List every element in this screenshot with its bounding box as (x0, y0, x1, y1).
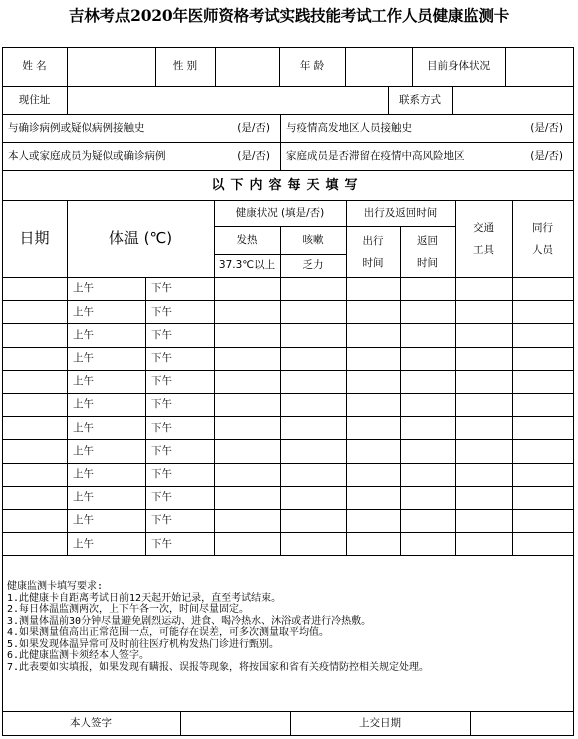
am-label: 上午 (73, 351, 94, 364)
instruction-line: 5.如果发现体温异常可及时前往医疗机构发热门诊进行甄别。 (7, 638, 280, 650)
instruction-line: 6.此健康监测卡须经本人签字。 (7, 650, 150, 661)
grid-line (67, 277, 68, 556)
pm-label: 下午 (151, 375, 172, 388)
fever-subheader: 37.3℃以上 (218, 259, 276, 272)
fever-header: 发热 (236, 233, 258, 246)
pm-label: 下午 (151, 351, 172, 364)
companion-field[interactable] (512, 347, 573, 370)
transport-field[interactable] (455, 347, 512, 370)
grid-line (2, 555, 3, 736)
instruction-line: 3.测量体温前30分钟尽量避免剧烈运动、进食、喝冷热水、沐浴或者进行冷热敷。 (7, 615, 372, 627)
fever-field[interactable] (214, 486, 280, 509)
transport-field[interactable] (455, 300, 512, 323)
date-field[interactable] (2, 393, 67, 416)
companion-field[interactable] (512, 486, 573, 509)
contact-label: 联系方式 (399, 93, 441, 106)
fever-field[interactable] (214, 300, 280, 323)
address-label: 现住址 (18, 93, 51, 106)
age-label: 年 龄 (299, 60, 325, 73)
am-label: 上午 (73, 537, 94, 550)
grid-line (512, 277, 513, 556)
grid-line (573, 555, 574, 736)
page-title: 吉林考点2020年医师资格考试实践技能考试工作人员健康监测卡 (68, 6, 510, 25)
fever-field[interactable] (214, 439, 280, 462)
cough-field[interactable] (280, 532, 346, 555)
transport-field[interactable] (455, 323, 512, 346)
depart-field[interactable] (346, 532, 400, 555)
travel-time-header: 出行及返回时间 (363, 206, 438, 219)
companion-field[interactable] (512, 463, 573, 486)
date-field[interactable] (2, 323, 67, 346)
date-field[interactable] (2, 300, 67, 323)
grid-line (280, 277, 281, 556)
return-field[interactable] (400, 463, 455, 486)
date-header: 日期 (19, 229, 50, 247)
companion-field[interactable] (512, 323, 573, 346)
depart-field[interactable] (346, 323, 400, 346)
date-field[interactable] (2, 347, 67, 370)
grid-line (2, 277, 3, 556)
cough-field[interactable] (280, 463, 346, 486)
depart-time-header: 出行 时间 (362, 234, 384, 269)
am-label: 上午 (73, 467, 94, 480)
q3-answer[interactable]: (是/否) (237, 149, 270, 162)
cough-field[interactable] (280, 277, 346, 300)
health-status-header: 健康状况 (填是/否) (235, 206, 325, 219)
cough-field[interactable] (280, 347, 346, 370)
depart-field[interactable] (346, 416, 400, 439)
grid-line (145, 277, 146, 556)
cough-field[interactable] (280, 300, 346, 323)
date-field[interactable] (2, 463, 67, 486)
date-field[interactable] (2, 532, 67, 555)
fever-field[interactable] (214, 323, 280, 346)
date-field[interactable] (2, 277, 67, 300)
am-label: 上午 (73, 421, 94, 434)
fever-field[interactable] (214, 416, 280, 439)
date-field[interactable] (2, 416, 67, 439)
cough-field[interactable] (280, 439, 346, 462)
return-field[interactable] (400, 416, 455, 439)
transport-field[interactable] (455, 416, 512, 439)
am-label: 上午 (73, 328, 94, 341)
instruction-line: 健康监测卡填写要求: (7, 581, 104, 592)
name-label: 姓 名 (22, 60, 47, 73)
cough-field[interactable] (280, 416, 346, 439)
depart-field[interactable] (346, 393, 400, 416)
cough-field[interactable] (280, 393, 346, 416)
depart-field[interactable] (346, 370, 400, 393)
grid-line (573, 277, 574, 556)
submit-date-label: 上交日期 (359, 716, 401, 729)
am-label: 上午 (73, 398, 94, 411)
companion-field[interactable] (512, 300, 573, 323)
q4-answer[interactable]: (是/否) (530, 149, 563, 162)
q1-label: 与确诊病例或疑似病例接触史 (8, 121, 145, 134)
instruction-line: 4.如果测量值高出正常范围一点，可能存在误差，可多次测量取平均值。 (7, 627, 330, 638)
return-field[interactable] (400, 370, 455, 393)
pm-label: 下午 (151, 491, 172, 504)
fever-field[interactable] (214, 393, 280, 416)
pm-label: 下午 (151, 398, 172, 411)
transport-field[interactable] (455, 532, 512, 555)
fever-field[interactable] (214, 277, 280, 300)
transport-field[interactable] (455, 463, 512, 486)
am-label: 上午 (73, 491, 94, 504)
pm-label: 下午 (151, 282, 172, 295)
return-field[interactable] (400, 393, 455, 416)
pm-label: 下午 (151, 421, 172, 434)
daily-section-title: 以下内容每天填写 (211, 177, 364, 193)
fever-field[interactable] (214, 463, 280, 486)
instructions (7, 581, 573, 673)
return-field[interactable] (400, 439, 455, 462)
temperature-header: 体温 (℃) (108, 229, 173, 247)
instruction-line: 2.每日体温监测两次，上下午各一次，时间尽量固定。 (7, 604, 250, 615)
fever-field[interactable] (214, 509, 280, 532)
return-field[interactable] (400, 509, 455, 532)
return-field[interactable] (400, 300, 455, 323)
depart-field[interactable] (346, 277, 400, 300)
depart-field[interactable] (346, 347, 400, 370)
fever-field[interactable] (214, 347, 280, 370)
am-label: 上午 (73, 305, 94, 318)
pm-label: 下午 (151, 537, 172, 550)
q2-answer[interactable]: (是/否) (530, 121, 563, 134)
depart-field[interactable] (346, 486, 400, 509)
return-field[interactable] (400, 277, 455, 300)
transport-header: 交通 工具 (473, 221, 494, 256)
return-field[interactable] (400, 486, 455, 509)
grid-line (455, 277, 456, 556)
date-field[interactable] (2, 486, 67, 509)
grid-line (573, 47, 574, 171)
name-field[interactable] (67, 47, 155, 86)
health-field[interactable] (505, 47, 573, 86)
companion-header: 同行 人员 (532, 221, 553, 256)
cough-field[interactable] (280, 486, 346, 509)
pm-label: 下午 (151, 305, 172, 318)
health-label: 目前身体状况 (427, 60, 490, 73)
transport-field[interactable] (455, 277, 512, 300)
date-field[interactable] (2, 370, 67, 393)
grid-line (2, 735, 574, 736)
pm-label: 下午 (151, 514, 172, 527)
pm-label: 下午 (151, 328, 172, 341)
grid-line (573, 170, 574, 201)
am-label: 上午 (73, 444, 94, 457)
pm-label: 下午 (151, 467, 172, 480)
instruction-line: 1.此健康卡自距离考试日前12天起开始记录，直至考试结束。 (7, 592, 282, 604)
gender-label: 性 别 (172, 60, 198, 73)
transport-field[interactable] (455, 370, 512, 393)
date-field[interactable] (2, 509, 67, 532)
return-field[interactable] (400, 532, 455, 555)
date-field[interactable] (2, 439, 67, 462)
return-field[interactable] (400, 347, 455, 370)
companion-field[interactable] (512, 416, 573, 439)
companion-field[interactable] (512, 370, 573, 393)
depart-field[interactable] (346, 463, 400, 486)
return-field[interactable] (400, 323, 455, 346)
companion-field[interactable] (512, 393, 573, 416)
grid-line (573, 200, 574, 278)
transport-field[interactable] (455, 486, 512, 509)
q4-label: 家庭成员是否滞留在疫情中高风险地区 (286, 149, 465, 162)
age-field[interactable] (345, 47, 412, 86)
am-label: 上午 (73, 282, 94, 295)
grid-line (346, 277, 347, 556)
fever-field[interactable] (214, 532, 280, 555)
instruction-line: 7.此表要如实填报，如果发现有瞒报、误报等现象，将按国家和省有关疫情防控相关规定处理。 (7, 661, 430, 673)
depart-field[interactable] (346, 509, 400, 532)
contact-field[interactable] (452, 86, 573, 114)
pm-label: 下午 (151, 444, 172, 457)
cough-field[interactable] (280, 370, 346, 393)
address-field[interactable] (67, 86, 388, 114)
grid-line (214, 277, 215, 556)
return-time-header: 返回 时间 (417, 234, 438, 269)
depart-field[interactable] (346, 439, 400, 462)
companion-field[interactable] (512, 439, 573, 462)
submit-date-field[interactable] (470, 711, 573, 735)
gender-field[interactable] (215, 47, 279, 86)
am-label: 上午 (73, 514, 94, 527)
transport-field[interactable] (455, 439, 512, 462)
transport-field[interactable] (455, 393, 512, 416)
cough-header: 咳嗽 (302, 233, 324, 246)
q1-answer[interactable]: (是/否) (237, 121, 270, 134)
signature-field[interactable] (180, 711, 290, 735)
companion-field[interactable] (512, 277, 573, 300)
q3-label: 本人或家庭成员为疑似或确诊病例 (8, 149, 166, 162)
depart-field[interactable] (346, 300, 400, 323)
fever-field[interactable] (214, 370, 280, 393)
fatigue-subheader: 乏力 (302, 259, 324, 272)
am-label: 上午 (73, 375, 94, 388)
transport-field[interactable] (455, 509, 512, 532)
companion-field[interactable] (512, 509, 573, 532)
signature-label: 本人签字 (70, 716, 112, 729)
grid-line (400, 277, 401, 556)
q2-label: 与疫情高发地区人员接触史 (286, 121, 412, 134)
cough-field[interactable] (280, 509, 346, 532)
cough-field[interactable] (280, 323, 346, 346)
companion-field[interactable] (512, 532, 573, 555)
